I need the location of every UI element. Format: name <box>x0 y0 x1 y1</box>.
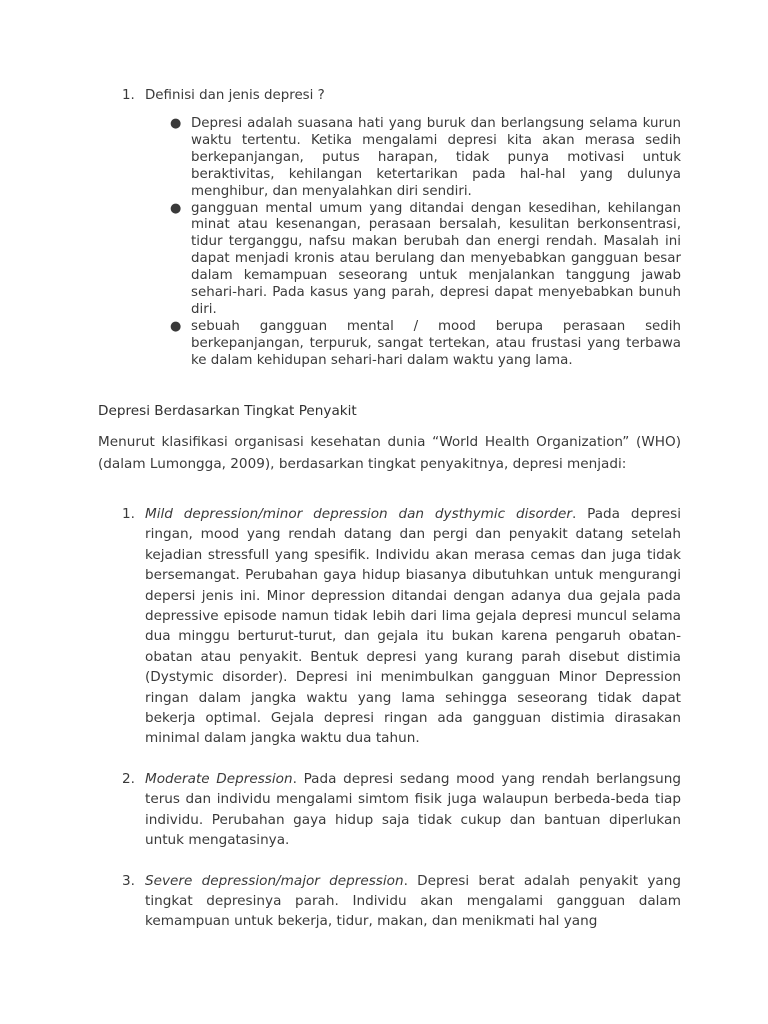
item-number: 3. <box>122 872 135 889</box>
question-text: Definisi dan jenis depresi ? <box>145 88 325 103</box>
item-text: . Pada depresi ringan, mood yang rendah datang dan pergi dan penyakit datang setelah kejadian stressfull yang spesifik. Individu akan merasa cemas dan juga tidak bersemangat. Perubahan gaya hidup biasanya dibutuhkan untuk mengurangi depersi jenis ini. Minor depression ditandai dengan adanya dua gejala pada depressive episode namun tidak lebih dari lima gejala depresi muncul selama dua minggu berturut-turut, dan gejala itu bukan karena pengaruh obatan-obatan atau penyakit. Bentuk depresi yang kurang parah disebut distimia (Dystymic disorder). Depresi ini menimbulkan gangguan Minor Depression ringan dalam jangka waktu yang lama sehingga seseorang tidak dapat bekerja optimal. Gejala depresi ringan ada gangguan distimia dirasakan minimal dalam jangka waktu dua tahun. <box>145 506 681 747</box>
item-term: Mild depression/minor depression dan dysthymic disorder <box>145 506 572 522</box>
item-term: Severe depression/major depression <box>145 872 404 889</box>
item-number: 2. <box>122 770 135 787</box>
question-heading <box>122 86 325 106</box>
list-item: ● gangguan mental umum yang ditandai dengan kesedihan, kehilangan minat atau kesenangan, perasaan bersalah, kesulitan berkonsentrasi, tidur terganggu, nafsu makan berubah dan energi rendah. Masalah ini dapat menjadi kronis atau berulang dan menyebabkan gangguan besar dalam kemampuan seseorang untuk menjalankan tanggung jawab sehari-hari. Pada kasus yang parah, depresi dapat menyebabkan bunuh diri. <box>170 200 681 317</box>
bullet-icon: ● <box>170 318 182 334</box>
list-item: ● sebuah gangguan mental / mood berupa perasaan sedih berkepanjangan, terpuruk, sangat tertekan, atau frustasi yang terbawa ke dalam kehidupan sehari-hari dalam waktu yang lama. <box>170 318 681 368</box>
item-term: Moderate Depression <box>145 770 293 787</box>
bullet-icon: ● <box>170 116 182 131</box>
item-text: . Depresi berat adalah penyakit yang tingkat depresinya parah. Individu akan mengalami gangguan dalam kemampuan untuk bekerja, tidur, makan, dan menikmati hal yang <box>145 872 681 930</box>
list-item: ● Depresi adalah suasana hati yang buruk dan berlangsung selama kurun waktu tertentu. Ketika mengalami depresi kita akan merasa sedih berkepanjangan, putus harapan, tidak punya motivasi untuk beraktivitas, kehilangan ketertarikan pada hal-hal yang dulunya menghibur, dan menyalahkan diri sendiri. <box>170 116 681 199</box>
item-text: . Pada depresi sedang mood yang rendah berlangsung terus dan individu mengalami simtom fisik juga walaupun berbeda-beda tiap individu. Perubahan gaya hidup saja tidak cukup dan bantuan diperlukan untuk mengatasinya. <box>145 770 681 849</box>
bullet-icon: ● <box>170 200 182 216</box>
depression-levels-list <box>98 504 681 952</box>
list-item <box>98 769 681 851</box>
section-heading: Depresi Berdasarkan Tingkat Penyakit <box>98 403 357 419</box>
intro-paragraph: Menurut klasifikasi organisasi kesehatan dunia “World Health Organization” (WHO) (dalam Lumongga, 2009), berdasarkan tingkat penyakitnya, depresi menjadi: <box>98 434 681 472</box>
list-item <box>98 504 681 749</box>
list-item <box>98 871 681 932</box>
question-number: 1. <box>122 88 135 103</box>
item-number: 1. <box>122 506 135 522</box>
definition-list <box>170 116 681 370</box>
